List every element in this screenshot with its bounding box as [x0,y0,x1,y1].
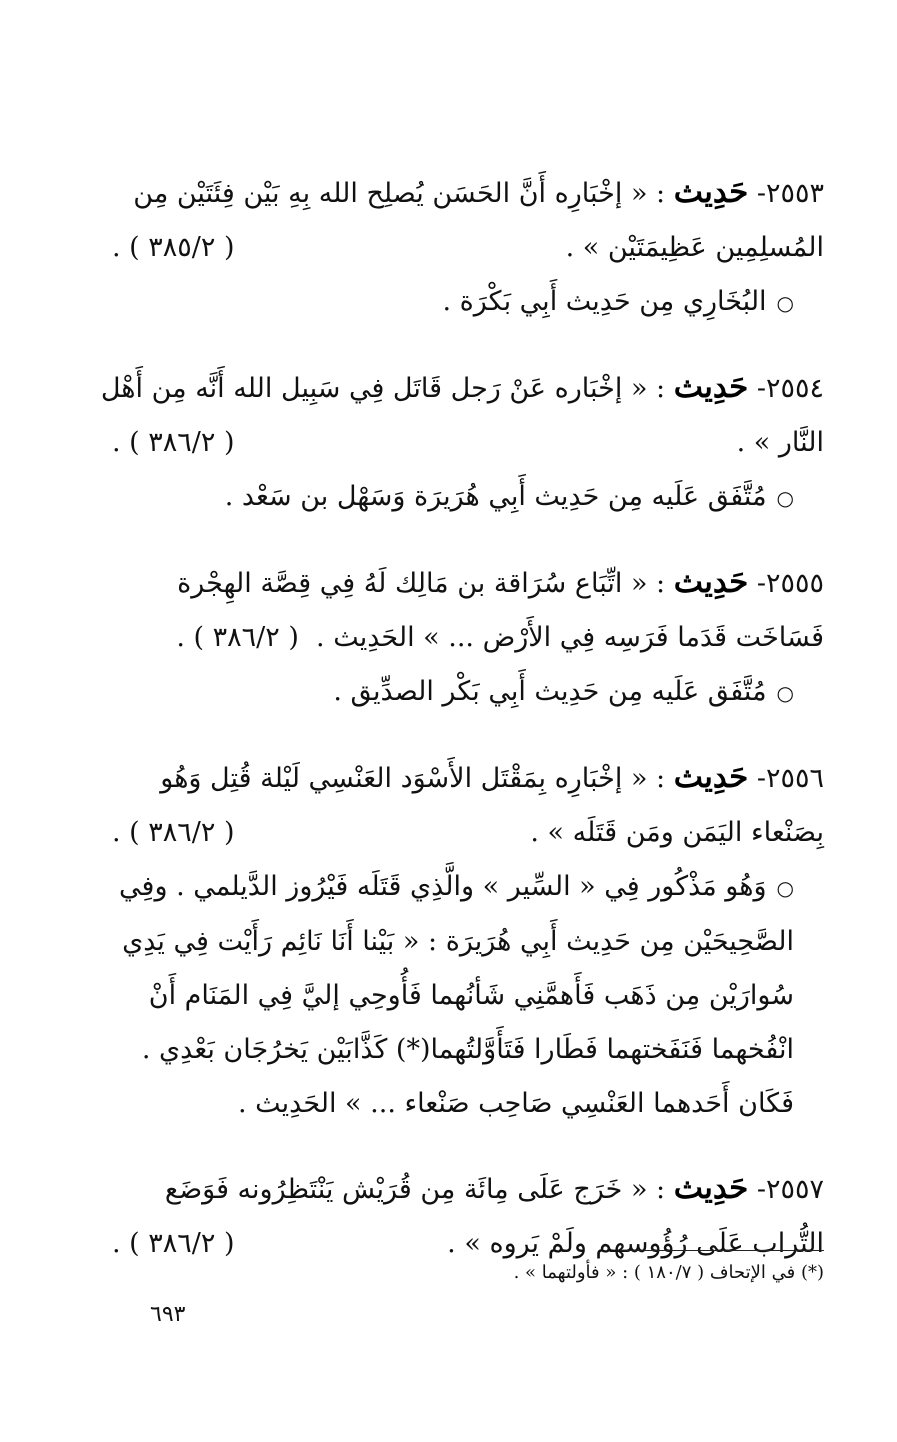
entry-text: التُّراب عَلَى رُؤُوسهم ولَمْ يَروه » . [447,1228,824,1259]
hadith-keyword: حَدِيث [673,564,749,600]
note-text: الصَّحِيحَيْن مِن حَدِيث أَبِي هُرَيرَة : « بَيْنا أَنَا نَائِم رَأَيْت فِي يَدِي [122,926,794,957]
document-body [100,165,824,1301]
entry-text: المُسلِمِين عَظِيمَتَيْن » . [565,232,824,263]
hadith-keyword: حَدِيث [673,759,749,795]
entry-text: النَّار » . [736,427,824,458]
note-text: انْفُخهما فَنَفَختهما فَطَارا فَتَأَوَّلتُهما(*) كَذَّابَيْن يَخرُجَان بَعْدِي . [141,1034,794,1065]
entry-text: : « إخْبَاره عَنْ رَجل قَاتَل فِي سَبِيل الله أَنَّه مِن أَهْل [100,373,666,404]
note-text: مُتَّفَق عَلَيه مِن حَدِيث أَبِي هُرَيرَة وَسَهْل بن سَعْد . [224,481,767,512]
hadith-keyword: حَدِيث [673,1170,749,1206]
circle-bullet-icon: ○ [776,876,794,900]
reference: ( ٣٨٥/٢ ) . [112,232,235,263]
note-text: وَهُو مَذْكُور فِي « السِّير » والَّذِي قَتَلَه فَيْرُوز الدَّيلمي . وفِي [119,871,767,902]
reference: ( ٣٨٦/٢ ) . [176,622,299,653]
entry-number: ٢٥٥٤- [756,373,824,404]
hadith-keyword: حَدِيث [673,174,749,210]
hadith-keyword: حَدِيث [673,369,749,405]
entry-text: : « اتِّبَاع سُرَاقة بن مَالِك لَهُ فِي قِصَّة الهِجْرة [177,568,666,599]
note-text: فَكَان أَحَدهما العَنْسِي صَاحِب صَنْعاء ... » الحَدِيث . [237,1088,794,1119]
entry-2557 [112,1161,824,1271]
circle-bullet-icon: ○ [776,486,794,510]
entry-number: ٢٥٥٧- [756,1174,824,1205]
entry-number: ٢٥٥٦- [756,763,824,794]
entry-number: ٢٥٥٣- [756,178,824,209]
entry-text: : « خَرَج عَلَى مِائَة مِن قُرَيْش يَنْتَظِرُونه فَوَضَع [164,1174,666,1205]
entry-2556 [112,750,824,1131]
entry-number: ٢٥٥٥- [756,568,824,599]
circle-bullet-icon: ○ [776,681,794,705]
entry-text: فَسَاخَت قَدَما فَرَسِه فِي الأَرْض ... » الحَدِيث . [316,622,824,653]
entry-2554 [100,360,824,525]
reference: ( ٣٨٦/٢ ) . [112,817,235,848]
footnote-divider [620,1250,824,1251]
note-text: مُتَّفَق عَلَيه مِن حَدِيث أَبِي بَكْر الصدِّيق . [333,676,767,707]
entry-text: : « إخْبَارِه بِمَقْتَل الأَسْوَد العَنْسِي لَيْلة قُتِل وَهُو [160,763,666,794]
entry-text: : « إخْبَارِه أَنَّ الحَسَن يُصلِح الله بِهِ بَيْن فِئَتَيْن مِن [133,178,666,209]
entry-text: بِصَنْعاء اليَمَن ومَن قَتَلَه » . [530,817,824,848]
page-number: ٦٩٣ [150,1302,186,1327]
footnote: (*) في الإتحاف ( ١٨٠/٧ ) : « فأولتهما » . [513,1262,824,1283]
note-text: سُوارَيْن مِن ذَهَب فَأَهمَّنِي شَأنُهما فَأُوحِي إليَّ فِي المَنَام أَنْ [148,980,794,1011]
circle-bullet-icon: ○ [776,291,794,315]
reference: ( ٣٨٦/٢ ) . [112,1228,235,1259]
entry-2555 [112,555,824,720]
entry-2553 [112,165,824,330]
reference: ( ٣٨٦/٢ ) . [112,427,235,458]
note-text: البُخَارِي مِن حَدِيث أَبِي بَكْرَة . [442,286,767,317]
